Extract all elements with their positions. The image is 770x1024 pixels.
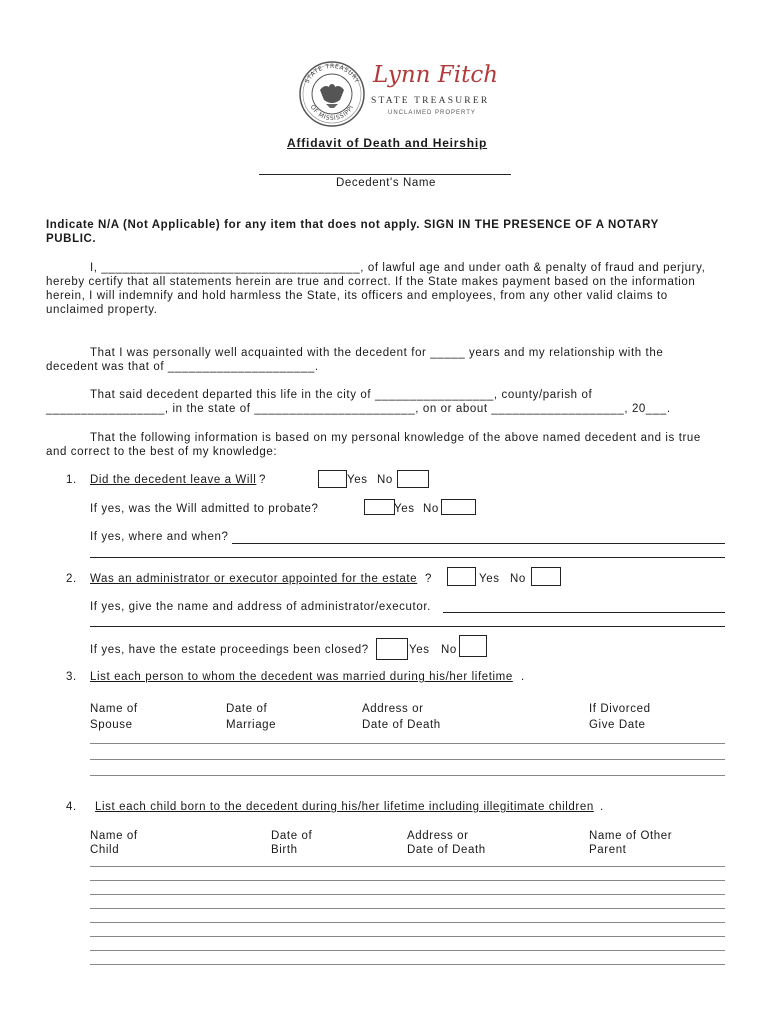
q2-closed-yes-checkbox[interactable] bbox=[376, 638, 408, 660]
q4-period: . bbox=[600, 801, 604, 813]
q1-probate-yes-checkbox[interactable] bbox=[364, 499, 395, 515]
q3-col-divorced-l1: If Divorced bbox=[589, 703, 651, 715]
oath-line-4: unclaimed property. bbox=[46, 304, 158, 316]
q4-col-child-l2: Child bbox=[90, 844, 120, 856]
q4-entry-line[interactable] bbox=[90, 866, 725, 867]
q4-text: List each child born to the decedent during his/her lifetime including illegitimate children bbox=[95, 801, 594, 813]
q1-yes-label: Yes bbox=[347, 474, 368, 486]
q1-question-mark: ? bbox=[259, 474, 266, 486]
q4-col-child-l1: Name of bbox=[90, 830, 138, 842]
q4-col-birth-l1: Date of bbox=[271, 830, 313, 842]
q2-no-checkbox[interactable] bbox=[531, 567, 561, 586]
q2-name-address-field[interactable] bbox=[443, 612, 725, 613]
q4-entry-line[interactable] bbox=[90, 950, 725, 951]
oath-line-2: hereby certify that all statements herein are true and correct. If the State makes payment based on the information bbox=[46, 276, 696, 288]
q4-col-address-l1: Address or bbox=[407, 830, 469, 842]
departed-line-2: _________________, in the state of _______________________, on or about ___________________, 20___. bbox=[46, 403, 671, 415]
q4-col-address-l2: Date of Death bbox=[407, 844, 486, 856]
q1-probate-no-checkbox[interactable] bbox=[441, 499, 476, 515]
q1-text: Did the decedent leave a Will bbox=[90, 474, 257, 486]
q4-entry-line[interactable] bbox=[90, 936, 725, 937]
q4-col-parent-l2: Parent bbox=[589, 844, 627, 856]
q4-col-birth-l2: Birth bbox=[271, 844, 298, 856]
q2-yes-label: Yes bbox=[479, 573, 500, 585]
q3-col-address-l1: Address or bbox=[362, 703, 424, 715]
q3-col-marriage-l2: Marriage bbox=[226, 719, 277, 731]
q2-name-address-label: If yes, give the name and address of administrator/executor. bbox=[90, 601, 431, 613]
q2-text: Was an administrator or executor appointed for the estate bbox=[90, 573, 418, 585]
q3-col-spouse-l1: Name of bbox=[90, 703, 138, 715]
q1-probate-no-label: No bbox=[423, 503, 439, 515]
q1-where-field[interactable] bbox=[232, 543, 725, 544]
q2-question-mark: ? bbox=[425, 573, 432, 585]
q1-where-field-2[interactable] bbox=[90, 557, 725, 558]
knowledge-line-2: and correct to the best of my knowledge: bbox=[46, 446, 278, 458]
q3-col-marriage-l1: Date of bbox=[226, 703, 268, 715]
q1-number: 1. bbox=[66, 474, 77, 486]
q2-closed-no-checkbox[interactable] bbox=[459, 635, 487, 657]
q2-closed-yes-label: Yes bbox=[409, 644, 430, 656]
oath-line-3: herein, I will indemnify and hold harmless the State, its officers and employees, from any other valid claims to bbox=[46, 290, 668, 302]
q4-number: 4. bbox=[66, 801, 77, 813]
q2-yes-checkbox[interactable] bbox=[447, 567, 476, 586]
departed-line-1: That said decedent departed this life in the city of _________________, county/parish of bbox=[90, 389, 593, 401]
q1-no-label: No bbox=[377, 474, 393, 486]
brand-name: Lynn Fitch bbox=[373, 62, 499, 88]
q3-entry-line[interactable] bbox=[90, 743, 725, 744]
q1-probate-question: If yes, was the Will admitted to probate? bbox=[90, 503, 319, 515]
q2-number: 2. bbox=[66, 573, 77, 585]
state-treasury-seal bbox=[298, 60, 366, 128]
oath-line-1: I, _____________________________________, of lawful age and under oath & penalty of fraud and perjury, bbox=[90, 262, 706, 274]
q4-entry-line[interactable] bbox=[90, 964, 725, 965]
instruction-line-2: PUBLIC. bbox=[46, 233, 97, 245]
q1-yes-checkbox[interactable] bbox=[318, 470, 347, 488]
q4-entry-line[interactable] bbox=[90, 894, 725, 895]
q2-name-address-field-2[interactable] bbox=[90, 626, 725, 627]
knowledge-line-1: That the following information is based on my personal knowledge of the above named decedent and is true bbox=[90, 432, 701, 444]
instruction-line-1: Indicate N/A (Not Applicable) for any item that does not apply. SIGN IN THE PRESENCE OF A NOTARY bbox=[46, 219, 659, 231]
q1-where-label: If yes, where and when? bbox=[90, 531, 229, 543]
q3-col-spouse-l2: Spouse bbox=[90, 719, 133, 731]
form-title: Affidavit of Death and Heirship bbox=[287, 136, 488, 150]
decedent-name-field[interactable] bbox=[259, 174, 511, 175]
decedent-name-label: Decedent's Name bbox=[336, 177, 437, 189]
q3-number: 3. bbox=[66, 671, 77, 683]
q1-probate-yes-label: Yes bbox=[394, 503, 415, 515]
brand-department: UNCLAIMED PROPERTY bbox=[388, 110, 476, 116]
q3-col-divorced-l2: Give Date bbox=[589, 719, 646, 731]
q3-entry-line[interactable] bbox=[90, 775, 725, 776]
brand-office: STATE TREASURER bbox=[371, 96, 490, 106]
q4-col-parent-l1: Name of Other bbox=[589, 830, 673, 842]
acquainted-line-1: That I was personally well acquainted with the decedent for _____ years and my relationship with the bbox=[90, 347, 664, 359]
q4-entry-line[interactable] bbox=[90, 880, 725, 881]
q2-closed-question: If yes, have the estate proceedings been closed? bbox=[90, 644, 369, 656]
q2-closed-no-label: No bbox=[441, 644, 457, 656]
q4-entry-line[interactable] bbox=[90, 922, 725, 923]
q1-no-checkbox[interactable] bbox=[397, 470, 429, 488]
q2-no-label: No bbox=[510, 573, 526, 585]
acquainted-line-2: decedent was that of _____________________. bbox=[46, 361, 319, 373]
q3-entry-line[interactable] bbox=[90, 759, 725, 760]
svg-text:STATE TREASURY: STATE TREASURY bbox=[303, 62, 361, 85]
q3-period: . bbox=[521, 671, 525, 683]
q3-col-address-l2: Date of Death bbox=[362, 719, 441, 731]
q3-text: List each person to whom the decedent was married during his/her lifetime bbox=[90, 671, 513, 683]
q4-entry-line[interactable] bbox=[90, 908, 725, 909]
svg-text:OF MISSISSIPPI: OF MISSISSIPPI bbox=[308, 103, 356, 123]
